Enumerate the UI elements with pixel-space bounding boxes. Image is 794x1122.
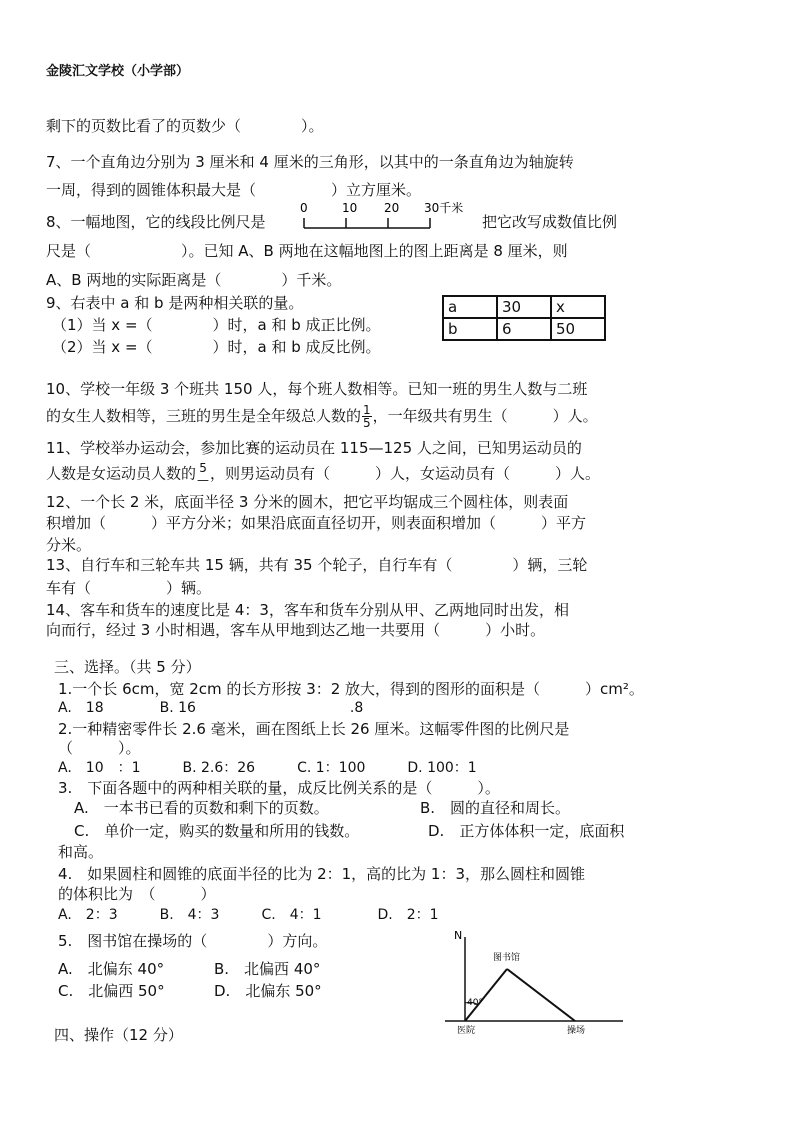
question-14-line-1: 14、客车和货车的速度比是 4：3，客车和货车分别从甲、乙两地同时出发，相: [46, 601, 569, 619]
scale-tick-20: 20: [384, 201, 400, 215]
library-to-playground: [507, 969, 575, 1021]
question-10-line-2: [46, 404, 598, 429]
choice-4-line-1: 4. 如果圆柱和圆锥的底面半径的比为 2：1，高的比为 1：3，那么圆柱和圆锥: [58, 865, 586, 883]
question-12-line-1: 12、一个长 2 米，底面半径 3 分米的圆木，把它平均锯成三个圆柱体，则表面: [46, 493, 569, 511]
question-7-line-2: 一周，得到的圆锥体积最大是（ ）立方厘米。: [46, 181, 422, 199]
question-8-line-2: 尺是（ ）。已知 A、B 两地在这幅地图上的图上距离是 8 厘米，则: [46, 242, 568, 260]
question-8-line-1b: 把它改写成数值比例: [482, 213, 618, 231]
choice-3-option-a: A. 一本书已看的页数和剩下的页数。: [74, 799, 329, 817]
north-label: N: [454, 929, 463, 942]
table-row: [443, 318, 605, 340]
choice-2-line-2: （ ）。: [58, 739, 141, 757]
choice-1: 1.一个长 6cm，宽 2cm 的长方形按 3：2 放大，得到的图形的面积是（ ）cm²。: [58, 680, 644, 698]
q10-text-post: ，一年级共有男生（ ）人。: [372, 407, 598, 425]
choice-4-line-2: 的体积比为 （ ）: [58, 885, 216, 903]
fraction-numerator: 1: [363, 403, 371, 417]
choice-1-options: A. 18 B. 16 .8: [58, 700, 364, 716]
choice-3-option-d: D. 正方体体积一定，底面积: [428, 822, 625, 840]
question-7-line-1: 7、一个直角边分别为 3 厘米和 4 厘米的三角形，以其中的一条直角边为轴旋转: [46, 153, 574, 171]
question-13-line-1: 13、自行车和三轮车共 15 辆，共有 35 个轮子，自行车有（ ）辆，三轮: [46, 556, 588, 574]
choice-3-option-d-cont: 和高。: [58, 843, 104, 861]
school-header: 金陵汇文学校（小学部）: [46, 64, 190, 79]
question-11-line-1: 11、学校举办运动会，参加比赛的运动员在 115—125 人之间，已知男运动员的: [46, 439, 582, 457]
q11-text-post: ，则男运动员有（ ）人，女运动员有（ ）人。: [210, 464, 601, 483]
table-cell: 30: [497, 296, 551, 318]
question-9: 9、右表中 a 和 b 是两种相关联的量。: [46, 294, 304, 312]
question-8-line-1: 8、一幅地图，它的线段比例尺是: [46, 213, 266, 231]
choice-4-options: A. 2：3 B. 4：3 C. 4：1 D. 2：1: [58, 907, 439, 923]
table-cell: a: [443, 296, 497, 318]
section-3-title: 三、选择。（共 5 分）: [54, 658, 201, 676]
table-cell: 6: [497, 318, 551, 340]
table-row: [443, 296, 605, 318]
choice-3-option-c: C. 单价一定，购买的数量和所用的钱数。: [74, 822, 360, 840]
playground-label: 操场: [567, 1026, 586, 1036]
choice-5: 5. 图书馆在操场的（ ）方向。: [58, 932, 328, 950]
choice-5-option-b: B. 北偏西 40°: [214, 960, 321, 978]
ratio-table: [442, 295, 606, 341]
choice-5-option-d: D. 北偏东 50°: [214, 982, 322, 1000]
question-9-part-2: （2）当 x =（ ）时，a 和 b 成反比例。: [52, 338, 381, 356]
choice-5-option-c: C. 北偏西 50°: [58, 982, 165, 1000]
question-12-line-2: 积增加（ ）平方分米；如果沿底面直径切开，则表面积增加（ ）平方: [46, 514, 587, 532]
question-11-line-2: [46, 462, 600, 486]
choice-5-option-a: A. 北偏东 40°: [58, 960, 165, 978]
fraction-denominator: 5: [363, 416, 371, 430]
angle-label: 40°: [467, 998, 483, 1008]
question-10-line-1: 10、学校一年级 3 个班共 150 人，每个班人数相等。已知一班的男生人数与二班: [46, 380, 588, 398]
choice-2-options: A. 10 ：1 B. 2.6：26 C. 1：100 D. 100：1: [58, 760, 477, 776]
q11-text-pre: 人数是女运动员人数的: [46, 464, 197, 483]
section-4-title: 四、操作（12 分）: [54, 1026, 183, 1044]
scale-tick-10: 10: [342, 201, 358, 215]
table-cell: 50: [551, 318, 605, 340]
question-14-line-2: 向而行，经过 3 小时相遇，客车从甲地到达乙地一共要用（ ）小时。: [46, 621, 546, 639]
choice-3-option-b: B. 圆的直径和周长。: [420, 799, 571, 817]
scale-tick-0: 0: [300, 201, 308, 215]
line-remaining-pages: 剩下的页数比看了的页数少（ ）。: [46, 117, 324, 135]
q10-text-pre: 的女生人数相等，三班的男生是全年级总人数的: [46, 407, 362, 425]
question-13-line-2: 车有（ ）辆。: [46, 579, 212, 597]
scale-bar: [298, 200, 478, 236]
scale-tick-30: 30千米: [424, 201, 464, 215]
hospital-label: 医院: [457, 1026, 476, 1036]
direction-map-figure: [445, 925, 625, 1040]
fraction-five: [197, 462, 209, 486]
library-label: 图书馆: [493, 953, 521, 963]
hospital-to-library: [465, 969, 507, 1021]
fraction-numerator: 5: [199, 461, 207, 475]
question-12-line-3: 分米。: [46, 536, 92, 554]
choice-3: 3. 下面各题中的两种相关联的量，成反比例关系的是（ ）。: [58, 779, 500, 797]
choice-2-line-1: 2.一种精密零件长 2.6 毫米，画在图纸上长 26 厘米。这幅零件图的比例尺是: [58, 720, 570, 738]
question-8-line-3: A、B 两地的实际距离是（ ）千米。: [46, 271, 342, 289]
fraction-one-fifth: [362, 404, 372, 429]
fraction-denominator: —: [197, 473, 210, 487]
table-cell: b: [443, 318, 497, 340]
question-9-part-1: （1）当 x =（ ）时，a 和 b 成正比例。: [52, 316, 381, 334]
table-cell: x: [551, 296, 605, 318]
